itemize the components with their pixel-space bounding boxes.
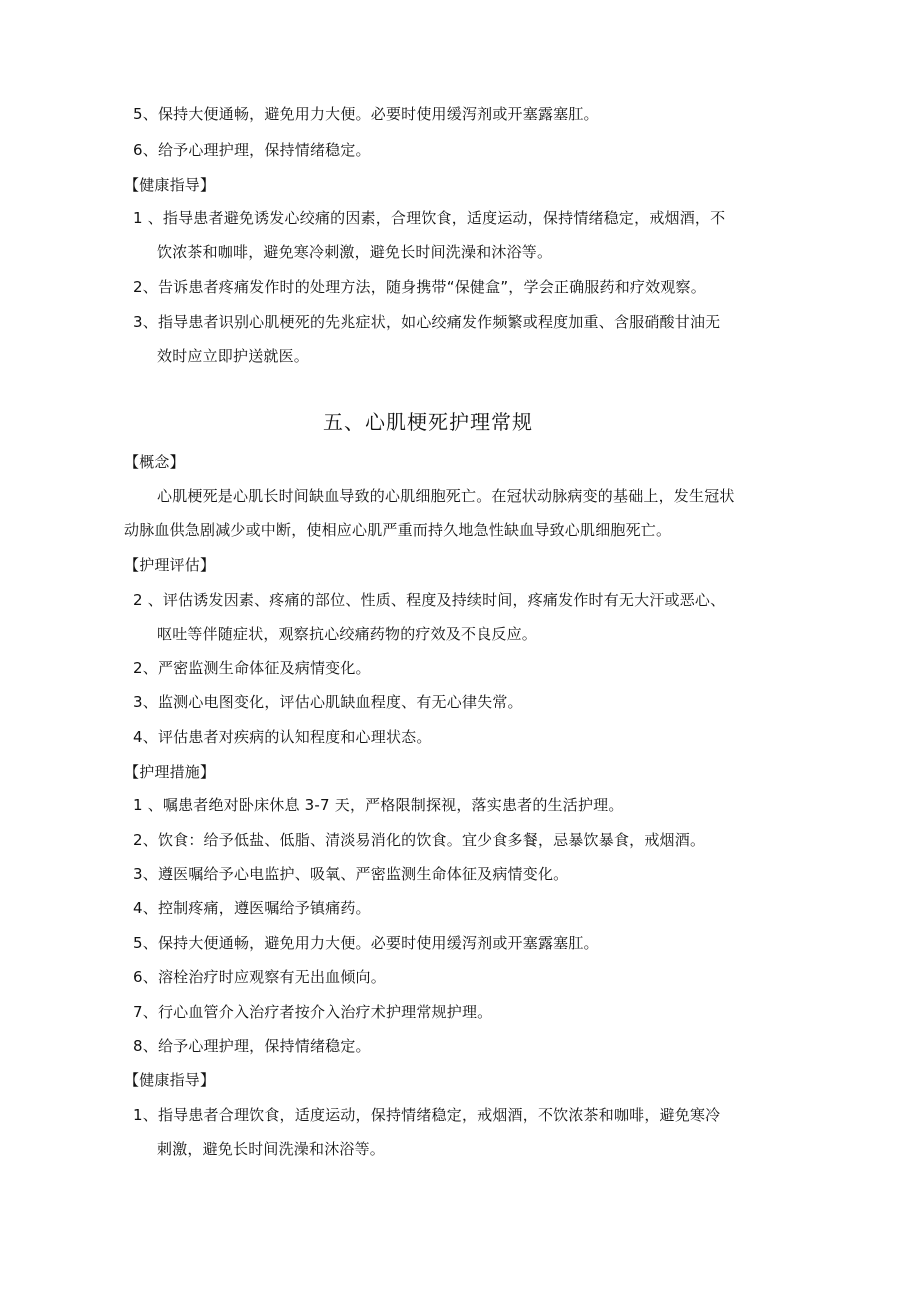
section-heading-assessment: 【护理评估】 [124, 556, 216, 574]
list-item-measure-2: 2、饮食：给予低盐、低脂、清淡易消化的饮食。宜少食多餐，忌暴饮暴食，戒烟酒。 [133, 831, 706, 849]
section-heading-health: 【健康指导】 [124, 176, 216, 194]
list-item-measure-3: 3、遵医嘱给予心电监护、吸氧、严密监测生命体征及病情变化。 [133, 865, 569, 883]
section-heading-measures: 【护理措施】 [124, 763, 216, 781]
list-item-health-1-cont: 饮浓茶和咖啡，避免寒冷刺激，避免长时间洗澡和沐浴等。 [157, 243, 553, 261]
list-item-health-b-1-cont: 刺激，避免长时间洗澡和沐浴等。 [157, 1140, 386, 1158]
list-item-health-3: 3、指导患者识别心肌梗死的先兆症状，如心绞痛发作频繁或程度加重、含服硝酸甘油无 [133, 313, 721, 331]
list-item-health-3-cont: 效时应立即护送就医。 [157, 347, 310, 365]
list-item-bowel: 5、保持大便通畅，避免用力大便。必要时使用缓泻剂或开塞露塞肛。 [133, 105, 599, 123]
list-item-measure-4: 4、控制疼痛，遵医嘱给予镇痛药。 [133, 899, 371, 917]
list-item-measure-8: 8、给予心理护理，保持情绪稳定。 [133, 1037, 371, 1055]
list-item-measure-5: 5、保持大便通畅，避免用力大便。必要时使用缓泻剂或开塞露塞肛。 [133, 934, 599, 952]
list-item-assessment-1: 2 、评估诱发因素、疼痛的部位、性质、程度及持续时间，疼痛发作时有无大汗或恶心、 [133, 591, 726, 609]
list-item-psych: 6、给予心理护理，保持情绪稳定。 [133, 141, 371, 159]
concept-paragraph-line-2: 动脉血供急剧减少或中断，使相应心肌严重而持久地急性缺血导致心肌细胞死亡。 [124, 521, 672, 539]
list-item-assessment-3: 3、监测心电图变化，评估心肌缺血程度、有无心律失常。 [133, 693, 523, 711]
list-item-health-2: 2、告诉患者疼痛发作时的处理方法，随身携带“保健盒”，学会正确服药和疗效观察。 [133, 278, 706, 296]
page-title: 五、心肌梗死护理常规 [323, 410, 533, 434]
list-item-health-1: 1 、指导患者避免诱发心绞痛的因素，合理饮食，适度运动，保持情绪稳定，戒烟酒，不 [133, 209, 726, 227]
list-item-assessment-1-cont: 呕吐等伴随症状，观察抗心绞痛药物的疗效及不良反应。 [157, 625, 538, 643]
section-heading-health-2: 【健康指导】 [124, 1071, 216, 1089]
list-item-health-b-1: 1、指导患者合理饮食，适度运动，保持情绪稳定，戒烟酒，不饮浓茶和咖啡，避免寒冷 [133, 1106, 721, 1124]
list-item-assessment-2: 2、严密监测生命体征及病情变化。 [133, 659, 371, 677]
list-item-measure-7: 7、行心血管介入治疗者按介入治疗术护理常规护理。 [133, 1003, 493, 1021]
list-item-measure-1: 1 、嘱患者绝对卧床休息 3-7 天，严格限制探视，落实患者的生活护理。 [133, 796, 624, 814]
list-item-measure-6: 6、溶栓治疗时应观察有无出血倾向。 [133, 968, 386, 986]
list-item-assessment-4: 4、评估患者对疾病的认知程度和心理状态。 [133, 728, 432, 746]
concept-paragraph-line-1: 心肌梗死是心肌长时间缺血导致的心肌细胞死亡。在冠状动脉病变的基础上，发生冠状 [157, 487, 735, 505]
section-heading-concept: 【概念】 [124, 453, 185, 471]
